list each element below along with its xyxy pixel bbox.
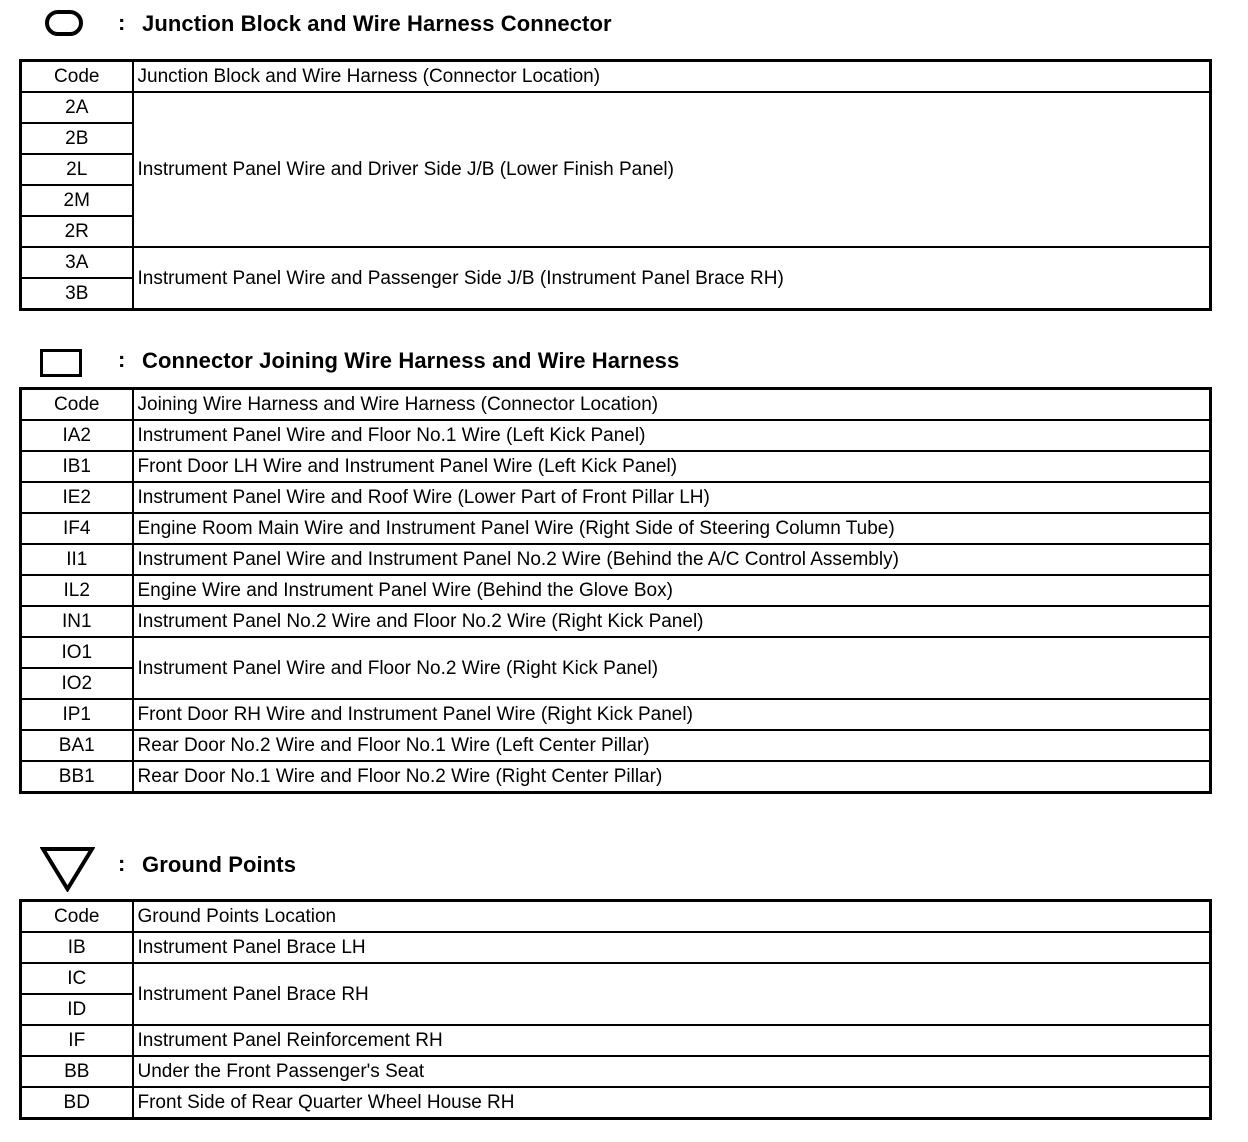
table-row	[21, 730, 1211, 761]
location-cell: Engine Wire and Instrument Panel Wire (Behind the Glove Box)	[133, 575, 1211, 606]
code-cell: IE2	[21, 482, 133, 513]
code-cell: 2R	[21, 216, 133, 247]
code-cell: 2L	[21, 154, 133, 185]
table-row	[21, 544, 1211, 575]
junction-block-table	[19, 59, 1212, 311]
location-cell: Instrument Panel Wire and Floor No.1 Wire (Left Kick Panel)	[133, 420, 1211, 451]
location-cell: Instrument Panel Wire and Driver Side J/B (Lower Finish Panel)	[133, 92, 1211, 247]
code-cell: IC	[21, 963, 133, 994]
code-cell: 3A	[21, 247, 133, 278]
code-cell: IB	[21, 932, 133, 963]
section-title-connector-joining: Connector Joining Wire Harness and Wire Harness	[142, 348, 680, 373]
location-cell: Front Side of Rear Quarter Wheel House RH	[133, 1087, 1211, 1119]
code-cell: BD	[21, 1087, 133, 1119]
section-colon: :	[118, 851, 126, 876]
table-row	[21, 606, 1211, 637]
location-cell: Engine Room Main Wire and Instrument Panel Wire (Right Side of Steering Column Tube)	[133, 513, 1211, 544]
table-row	[21, 637, 1211, 668]
header-location: Ground Points Location	[133, 901, 1211, 933]
code-cell: IF4	[21, 513, 133, 544]
header-code: Code	[21, 61, 133, 93]
table-row	[21, 761, 1211, 793]
connector-symbol-icon	[40, 349, 82, 377]
table-row	[21, 513, 1211, 544]
location-cell: Instrument Panel Reinforcement RH	[133, 1025, 1211, 1056]
header-row	[21, 901, 1211, 933]
section-colon: :	[118, 347, 126, 372]
code-cell: 2B	[21, 123, 133, 154]
table-row	[21, 699, 1211, 730]
location-cell: Front Door RH Wire and Instrument Panel Wire (Right Kick Panel)	[133, 699, 1211, 730]
table-row	[21, 482, 1211, 513]
location-cell: Rear Door No.2 Wire and Floor No.1 Wire (Left Center Pillar)	[133, 730, 1211, 761]
table-row	[21, 420, 1211, 451]
code-cell: BB	[21, 1056, 133, 1087]
location-cell: Instrument Panel Brace RH	[133, 963, 1211, 1025]
code-cell: II1	[21, 544, 133, 575]
table-row	[21, 1056, 1211, 1087]
code-cell: IN1	[21, 606, 133, 637]
code-cell: 2A	[21, 92, 133, 123]
code-cell: IP1	[21, 699, 133, 730]
code-cell: IO2	[21, 668, 133, 699]
code-cell: 3B	[21, 278, 133, 310]
connector-joining-table	[19, 387, 1212, 794]
section-colon: :	[118, 10, 126, 35]
header-location: Joining Wire Harness and Wire Harness (Connector Location)	[133, 389, 1211, 421]
location-cell: Instrument Panel Wire and Instrument Panel No.2 Wire (Behind the A/C Control Assembly)	[133, 544, 1211, 575]
location-cell: Instrument Panel Wire and Roof Wire (Lower Part of Front Pillar LH)	[133, 482, 1211, 513]
table-row	[21, 1025, 1211, 1056]
location-cell: Instrument Panel Brace LH	[133, 932, 1211, 963]
header-row	[21, 61, 1211, 93]
code-cell: BB1	[21, 761, 133, 793]
section-title-junction-block: Junction Block and Wire Harness Connector	[142, 11, 612, 36]
code-cell: IB1	[21, 451, 133, 482]
code-cell: 2M	[21, 185, 133, 216]
code-cell: IA2	[21, 420, 133, 451]
section-title-ground-points: Ground Points	[142, 852, 297, 877]
table-row	[21, 963, 1211, 994]
code-cell: ID	[21, 994, 133, 1025]
header-code: Code	[21, 901, 133, 933]
header-location: Junction Block and Wire Harness (Connector Location)	[133, 61, 1211, 93]
location-cell: Instrument Panel No.2 Wire and Floor No.2 Wire (Right Kick Panel)	[133, 606, 1211, 637]
header-row	[21, 389, 1211, 421]
location-cell: Front Door LH Wire and Instrument Panel Wire (Left Kick Panel)	[133, 451, 1211, 482]
location-cell: Instrument Panel Wire and Floor No.2 Wire (Right Kick Panel)	[133, 637, 1211, 699]
ground-points-table	[19, 899, 1212, 1120]
junction-block-symbol-icon	[45, 10, 83, 36]
code-cell: IL2	[21, 575, 133, 606]
table-row	[21, 92, 1211, 123]
table-row	[21, 932, 1211, 963]
location-cell: Instrument Panel Wire and Passenger Side J/B (Instrument Panel Brace RH)	[133, 247, 1211, 310]
table-row	[21, 247, 1211, 278]
table-row	[21, 575, 1211, 606]
table-row	[21, 451, 1211, 482]
location-cell: Under the Front Passenger's Seat	[133, 1056, 1211, 1087]
location-cell: Rear Door No.1 Wire and Floor No.2 Wire (Right Center Pillar)	[133, 761, 1211, 793]
code-cell: IO1	[21, 637, 133, 668]
header-code: Code	[21, 389, 133, 421]
code-cell: IF	[21, 1025, 133, 1056]
table-row	[21, 1087, 1211, 1119]
code-cell: BA1	[21, 730, 133, 761]
ground-point-symbol-icon	[40, 846, 95, 892]
